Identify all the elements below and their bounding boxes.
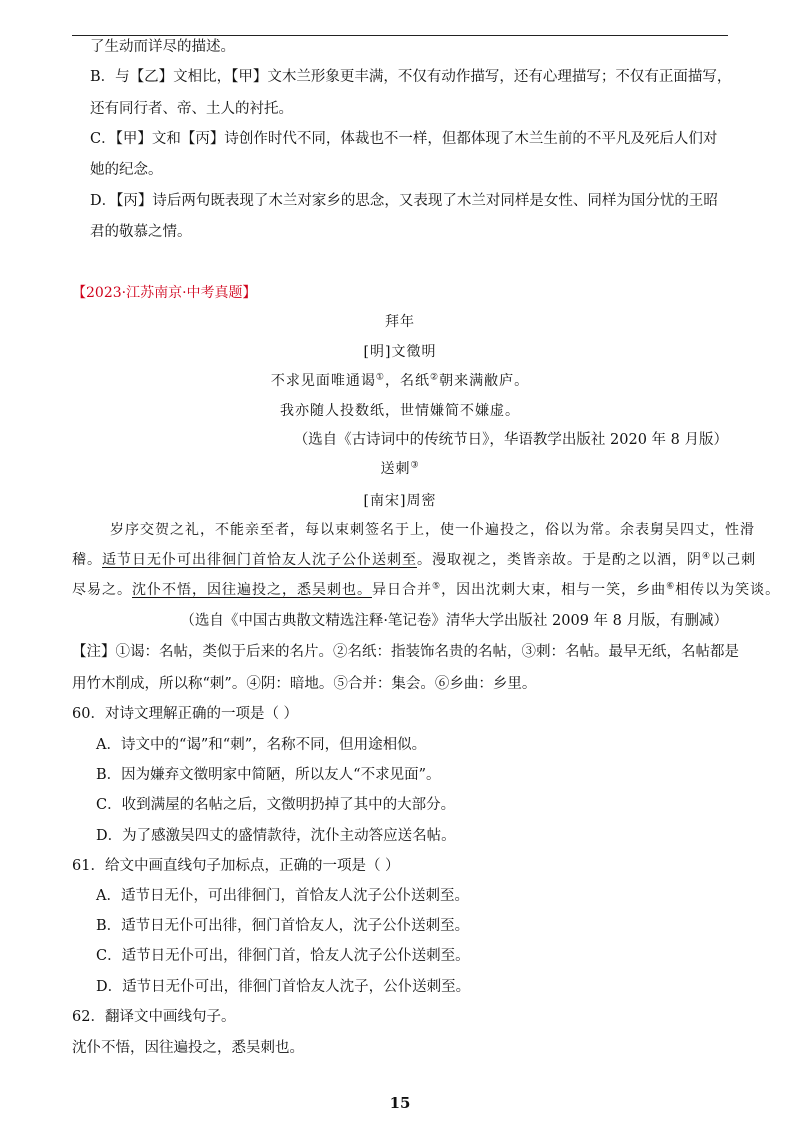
q60-option-d: D．为了感激吴四丈的盛情款待，沈仆主动答应送名帖。 [96,828,456,844]
prose-source: （选自《中国古典散文精选注释·笔记卷》清华大学出版社 2009 年 8 月版，有删减） [180,613,728,629]
poem-line-1: 不求见面唯通谒①，名纸②朝来满敝庐。 [270,372,530,389]
q60-option-c: C．收到满屋的名帖之后，文徵明扔掉了其中的大部分。 [96,797,456,813]
option-d-line2: 君的敬慕之情。 [90,224,192,240]
prose-para-line-1: 岁序交贺之礼，不能亲至者，每以束刺签名于上，使一仆遍投之，俗以为常。余表舅吴四丈，性滑 [110,522,755,538]
q62-stem: 62．翻译文中画线句子。 [72,1009,236,1025]
poem-author: [明]文徵明 [363,344,437,360]
q60-option-b: B．因为嫌弃文徵明家中简陋，所以友人“不求见面”。 [96,767,441,783]
q61-option-b: B．适节日无仆可出徘，徊门首恰友人，沈子公仆送刺至。 [96,918,470,934]
top-rule [72,35,728,36]
q61-option-d: D．适节日无仆可出，徘徊门首恰友人沈子，公仆送刺至。 [96,979,471,995]
q61-stem: 61．给文中画直线句子加标点，正确的一项是（ ） [72,858,400,874]
page-number: 15 [389,1094,411,1112]
option-b-line1: B．与【乙】文相比，【甲】文木兰形象更丰满，不仅有动作描写，还有心理描写；不仅有正面描写， [90,69,732,85]
poem-line-2: 我亦随人投数纸，世情嫌简不嫌虚。 [280,403,520,419]
q61-option-a: A．适节日无仆，可出徘徊门，首恰友人沈子公仆送刺至。 [96,888,469,904]
q60-stem: 60．对诗文理解正确的一项是（ ） [72,706,299,722]
poem-source: （选自《古诗词中的传统节日》，华语教学出版社 2020 年 8 月版） [293,432,728,448]
option-c-line2: 她的纪念。 [90,162,163,178]
q60-option-a: A．诗文中的“谒”和“刺”，名称不同，但用途相似。 [96,737,427,753]
option-d-line1: D．【丙】诗后两句既表现了木兰对家乡的思念，又表现了木兰对同样是女性、同样为国分忧的王昭 [90,193,718,209]
prose-para-line-2: 稽。适节日无仆可出徘徊门首恰友人沈子公仆送刺至。漫取视之，类皆亲故。于是酌之以酒，阴④以己刺 [72,551,757,568]
notes-line-1: 【注】①谒：名帖，类似于后来的名片。②名纸：指装饰名贵的名帖，③刺：名帖。最早无纸，名帖都是 [72,644,739,660]
option-a-tail: 了生动而详尽的描述。 [90,39,235,55]
underlined-sentence-2: 沈仆不悟，因往遍投之，悉吴刺也。 [132,582,372,598]
poem-title: 拜年 [385,314,415,330]
prose-title: 送刺③ [380,460,420,477]
option-c-line1: C．【甲】文和【丙】诗创作时代不同，体裁也不一样，但都体现了木兰生前的不平凡及死后人们对 [90,131,718,147]
prose-para-line-3: 尽易之。沈仆不悟，因往遍投之，悉吴刺也。异日合并⑤，因出沈刺大束，相与一笑，乡曲⑥相传以为笑谈。 [72,581,781,598]
option-b-line2: 还有同行者、帝、土人的衬托。 [90,101,293,117]
q62-sentence: 沈仆不悟，因往遍投之，悉吴刺也。 [72,1040,304,1056]
underlined-sentence-1: 适节日无仆可出徘徊门首恰友人沈子公仆送刺至 [102,552,417,568]
q61-option-c: C．适节日无仆可出，徘徊门首，恰友人沈子公仆送刺至。 [96,948,470,964]
prose-author: [南宋]周密 [363,493,437,509]
notes-line-2: 用竹木削成，所以称“刺”。④阴：暗地。⑤合并：集会。⑥乡曲：乡里。 [72,676,537,692]
source-tag: 【2023·江苏南京·中考真题】 [72,285,257,301]
